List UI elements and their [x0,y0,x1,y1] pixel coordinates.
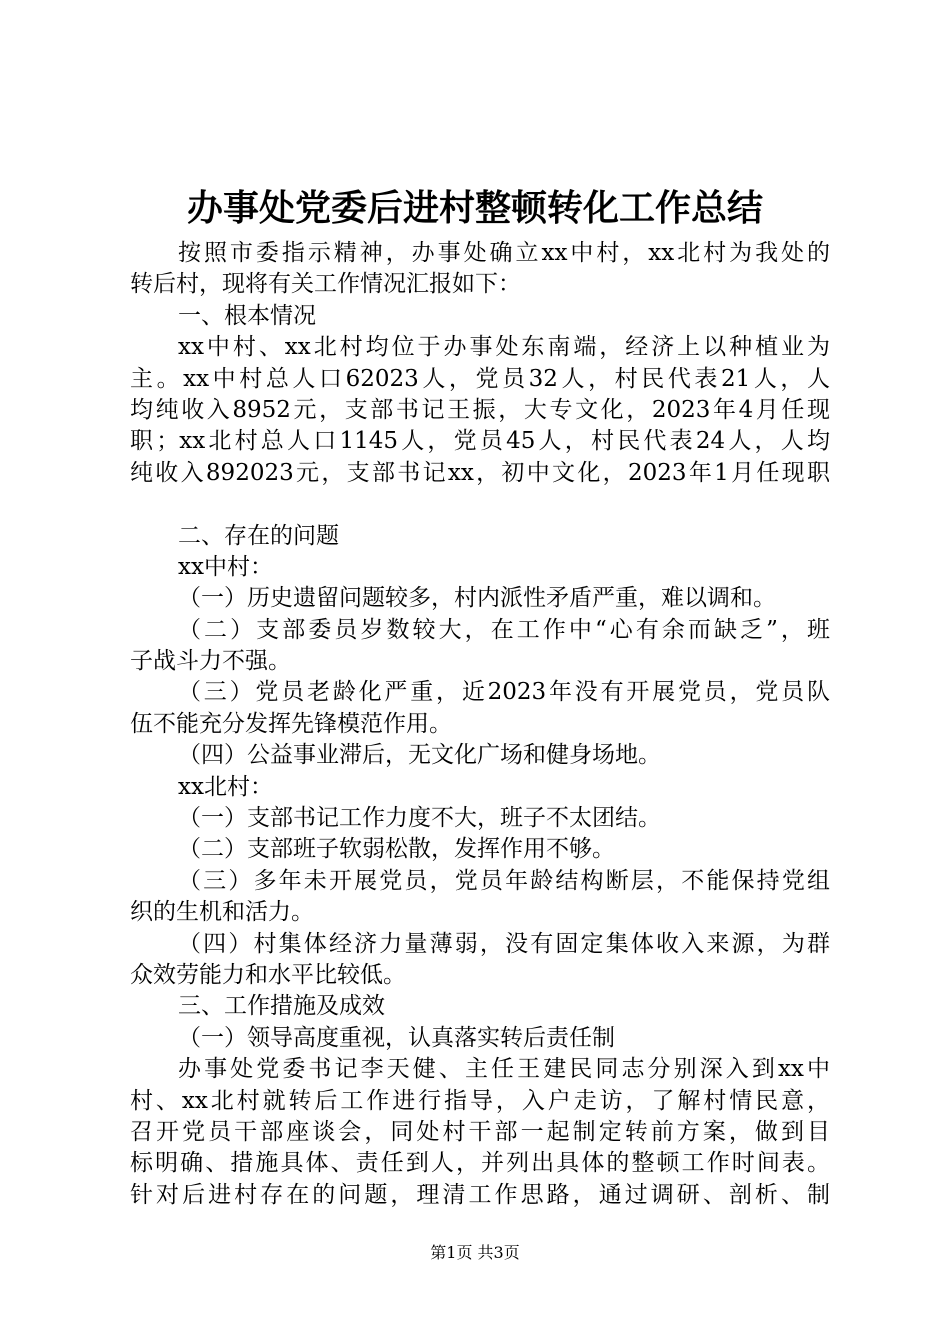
subsection-heading: xx中村： [178,553,273,580]
list-item: （二）支部委员岁数较大，在工作中“心有余而缺乏”，班 [178,616,830,643]
subsection-heading: xx北村： [178,773,273,800]
subsection-heading: （一）领导高度重视，认真落实转后责任制 [178,1024,615,1051]
paragraph-line: 针对后进村存在的问题，理清工作思路，通过调研、剖析、制 [130,1181,830,1208]
paragraph-line: 按照市委指示精神，办事处确立xx中村，xx北村为我处的 [178,240,830,266]
paragraph-line: 均纯收入8952元，支部书记王振，大专文化，2023年4月任现 [130,396,830,423]
paragraph-line: 纯收入892023元，支部书记xx，初中文化，2023年1月任现职 [130,459,830,486]
paragraph-line: 职；xx北村总人口1145人，党员45人，村民代表24人，人均 [130,428,830,455]
paragraph-line: 主。xx中村总人口62023人，党员32人，村民代表21人，人 [130,365,830,392]
paragraph-line: xx中村、xx北村均位于办事处东南端，经济上以种植业为 [178,334,830,361]
list-item: （三）党员老龄化严重，近2023年没有开展党员，党员队 [178,679,830,706]
list-item: （一）支部书记工作力度不大，班子不太团结。 [178,805,661,832]
paragraph-line: 召开党员干部座谈会，同处村干部一起制定转前方案，做到目 [130,1118,830,1145]
section-heading: 二、存在的问题 [178,522,339,549]
paragraph-line: 标明确、措施具体、责任到人，并列出具体的整顿工作时间表。 [130,1150,830,1177]
document-title: 办事处党委后进村整顿转化工作总结 [186,187,763,229]
paragraph-line: 办事处党委书记李天健、主任王建民同志分别深入到xx中 [178,1056,830,1083]
blank-line [130,489,830,520]
list-item: （一）历史遗留问题较多，村内派性矛盾严重，难以调和。 [178,585,776,612]
section-heading: 一、根本情况 [178,302,316,329]
page-footer: 第1页 共3页 [430,1243,520,1262]
list-item: （四）村集体经济力量薄弱，没有固定集体收入来源，为群 [178,930,830,957]
list-item-continuation: 众效劳能力和水平比较低。 [130,961,406,988]
list-item-continuation: 子战斗力不强。 [130,648,291,675]
list-item: （三）多年未开展党员，党员年龄结构断层，不能保持党组 [178,867,830,894]
paragraph-line: 村、xx北村就转后工作进行指导，入户走访，了解村情民意， [130,1087,830,1114]
paragraph-line: 转后村，现将有关工作情况汇报如下： [130,271,521,298]
list-item: （四）公益事业滞后，无文化广场和健身场地。 [178,742,661,769]
list-item-continuation: 伍不能充分发挥先锋模范作用。 [130,710,452,737]
document-body [130,238,830,1211]
section-heading: 三、工作措施及成效 [178,993,385,1020]
list-item: （二）支部班子软弱松散，发挥作用不够。 [178,836,615,863]
list-item-continuation: 织的生机和活力。 [130,899,314,926]
